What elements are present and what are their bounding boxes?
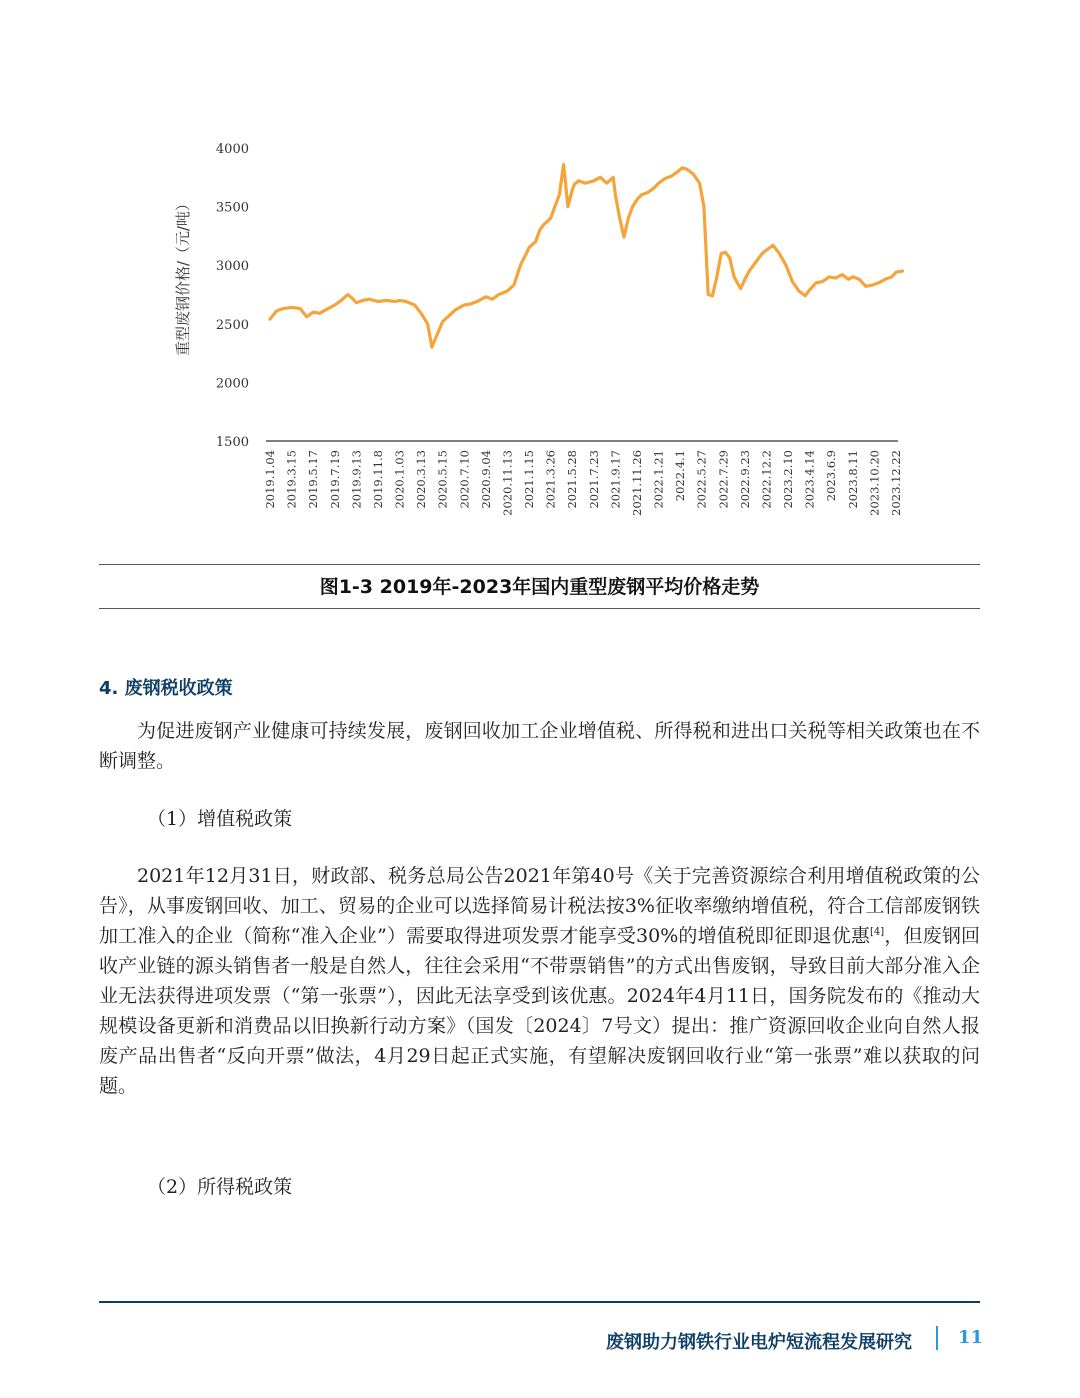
x-tick-label: 2020.1.03: [392, 450, 407, 509]
y-tick-label: 2000: [215, 376, 249, 392]
price-series-line: [270, 164, 903, 347]
figure-caption: 图1-3 2019年-2023年国内重型废钢平均价格走势: [319, 576, 760, 598]
vat-text-part-1: 2021年12月31日，财政部、税务总局公告2021年第40号《关于完善资源综合利用增值税政策的公告》，从事废钢回收、加工、贸易的企业可以选择简易计税法按3%征收率缴纳增值税，符合工信部废钢铁加工准入的企业（简称“准入企业”）需要取得进项发票才能享受30%的增值税即征即退优惠: [99, 865, 980, 947]
page-number: 11: [958, 1327, 984, 1348]
x-tick-label: 2021.7.23: [586, 450, 601, 509]
x-tick-label: 2020.5.15: [435, 450, 450, 509]
x-tick-label: 2020.3.13: [414, 450, 429, 509]
y-tick-label: 2500: [215, 317, 249, 333]
x-tick-label: 2021.3.26: [543, 450, 558, 509]
footer-divider: [936, 1326, 938, 1350]
x-tick-label: 2022.4.1: [673, 450, 688, 502]
x-tick-label: 2022.5.27: [694, 450, 709, 509]
x-tick-label: 2019.7.19: [327, 450, 342, 509]
caption-bottom-rule: [99, 608, 980, 609]
x-tick-label: 2023.10.20: [867, 450, 882, 516]
y-axis-label: 重型废钢价格/（元/吨）: [174, 195, 192, 357]
x-tick-label: 2021.9.17: [608, 450, 623, 509]
x-tick-label: 2021.1.15: [522, 450, 537, 509]
intro-paragraph: 为促进废钢产业健康可持续发展，废钢回收加工企业增值税、所得税和进出口关税等相关政策也在不断调整。: [99, 720, 980, 772]
x-tick-label: 2021.5.28: [565, 450, 580, 509]
x-tick-label: 2020.9.04: [478, 450, 493, 509]
x-tick-label: 2022.7.29: [716, 450, 731, 509]
x-tick-label: 2019.3.15: [284, 450, 299, 509]
x-tick-label: 2019.9.13: [349, 450, 364, 509]
x-tick-label: 2023.6.9: [824, 450, 839, 502]
vat-policy-heading: （1）增值税政策: [147, 808, 293, 830]
footer-report-title: 废钢助力钢铁行业电炉短流程发展研究: [606, 1332, 912, 1353]
y-tick-label: 3000: [215, 259, 249, 275]
x-tick-label: 2023.12.22: [889, 450, 903, 516]
x-tick-label: 2019.11.8: [370, 450, 385, 509]
vat-text-part-2: ，但废钢回收产业链的源头销售者一般是自然人，往往会采用“不带票销售”的方式出售废钢，导致目前大部分准入企业无法获得进项发票（“第一张票”），因此无法享受到该优惠。2024年4月11日，国务院发布的《推动大规模设备更新和消费品以旧换新行动方案》（国发〔2024〕7号文）提出：推广资源回收企业向自然人报废产品出售者“反向开票”做法，4月29日起正式实施，有望解决废钢回收行业“第一张票”难以获取的问题。: [99, 925, 980, 1097]
reference-marker: [4]: [870, 926, 885, 938]
x-tick-label: 2022.12.2: [759, 450, 774, 509]
y-tick-label: 4000: [215, 142, 249, 157]
x-tick-label: 2019.5.17: [306, 450, 321, 509]
y-axis-ticks: [216, 142, 249, 450]
vat-policy-paragraph: [99, 861, 980, 1101]
footer-rule: [99, 1301, 980, 1303]
x-tick-label: 2020.11.13: [500, 450, 515, 516]
x-tick-label: 2019.1.04: [263, 450, 277, 509]
x-tick-label: 2022.1.21: [651, 450, 666, 509]
y-tick-label: 3500: [215, 200, 249, 216]
income-tax-heading: （2）所得税政策: [147, 1176, 293, 1198]
x-tick-label: 2023.8.11: [845, 450, 860, 509]
x-tick-label: 2023.2.10: [781, 450, 796, 509]
caption-top-rule: [99, 564, 980, 565]
x-axis-ticks: [263, 450, 903, 516]
price-trend-chart: [0, 0, 1080, 560]
x-tick-label: 2022.9.23: [737, 450, 752, 509]
x-tick-label: 2023.4.14: [802, 450, 817, 509]
y-tick-label: 1500: [215, 435, 249, 450]
section-title: 4. 废钢税收政策: [99, 678, 233, 699]
x-tick-label: 2020.7.10: [457, 450, 472, 509]
x-tick-label: 2021.11.26: [629, 450, 644, 516]
